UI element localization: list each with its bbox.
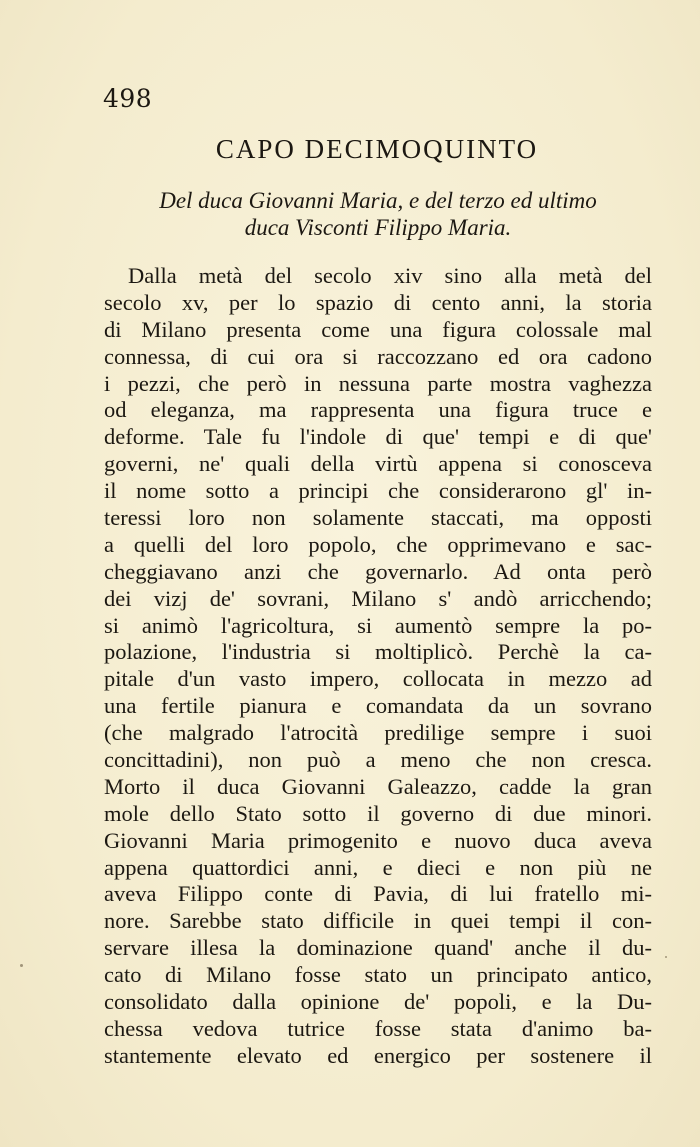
body-line: appena quattordici anni, e dieci e non più ne bbox=[104, 854, 652, 880]
body-line: consolidato dalla opinione de' popoli, e la Du- bbox=[104, 989, 652, 1015]
body-line: il nome sotto a principi che considerarono gl' in- bbox=[104, 478, 652, 504]
body-line: i pezzi, che però in nessuna parte mostra vaghezza bbox=[104, 370, 652, 396]
subtitle-line: Del duca Giovanni Maria, e del terzo ed ultimo bbox=[159, 188, 597, 213]
body-line: nore. Sarebbe stato difficile in quei tempi il con- bbox=[104, 908, 652, 934]
body-line: od eleganza, ma rappresenta una figura truce e bbox=[104, 397, 652, 423]
paper-speck bbox=[20, 964, 23, 967]
body-line: polazione, l'industria si moltiplicò. Perchè la ca- bbox=[104, 639, 652, 665]
body-text bbox=[104, 263, 652, 1070]
page-number: 498 bbox=[103, 84, 153, 113]
body-line: concittadini), non può a meno che non cresca. bbox=[104, 747, 652, 773]
body-line: Giovanni Maria primogenito e nuovo duca aveva bbox=[104, 827, 652, 853]
body-line: secolo xv, per lo spazio di cento anni, la storia bbox=[104, 289, 652, 315]
body-line: (che malgrado l'atrocità predilige sempre i suoi bbox=[104, 720, 652, 746]
body-line: mole dello Stato sotto il governo di due minori. bbox=[104, 800, 652, 826]
body-line: servare illesa la dominazione quand' anche il du- bbox=[104, 935, 652, 961]
body-line: connessa, di cui ora si raccozzano ed ora cadono bbox=[104, 343, 652, 369]
body-line: a quelli del loro popolo, che opprimevano e sac- bbox=[104, 531, 652, 557]
body-line: dei vizj de' sovrani, Milano s' andò arricchendo; bbox=[104, 585, 652, 611]
body-line: governi, ne' quali della virtù appena si conosceva bbox=[104, 451, 652, 477]
body-line: cheggiavano anzi che governarlo. Ad onta però bbox=[104, 558, 652, 584]
body-line: si animò l'agricoltura, si aumentò sempre la po- bbox=[104, 612, 652, 638]
chapter-title: CAPO DECIMOQUINTO bbox=[215, 134, 539, 164]
subtitle-line: duca Visconti Filippo Maria. bbox=[244, 215, 512, 240]
body-line: Morto il duca Giovanni Galeazzo, cadde la gran bbox=[104, 773, 652, 799]
body-line: deforme. Tale fu l'indole di que' tempi e di que' bbox=[104, 424, 652, 450]
body-line: pitale d'un vasto impero, collocata in mezzo ad bbox=[104, 666, 652, 692]
chapter-subtitle bbox=[104, 187, 652, 241]
body-line: una fertile pianura e comandata da un sovrano bbox=[104, 693, 652, 719]
body-line: chessa vedova tutrice fosse stata d'animo ba- bbox=[104, 1015, 652, 1041]
body-line: di Milano presenta come una figura colossale mal bbox=[104, 316, 652, 342]
body-line: cato di Milano fosse stato un principato antico, bbox=[104, 962, 652, 988]
body-line: aveva Filippo conte di Pavia, di lui fratello mi- bbox=[104, 881, 652, 907]
body-line: Dalla metà del secolo xiv sino alla metà del bbox=[128, 263, 652, 288]
paper-speck bbox=[665, 956, 667, 958]
body-line: stantemente elevato ed energico per sostenere il bbox=[104, 1042, 652, 1068]
body-line: teressi loro non solamente staccati, ma opposti bbox=[104, 505, 652, 531]
